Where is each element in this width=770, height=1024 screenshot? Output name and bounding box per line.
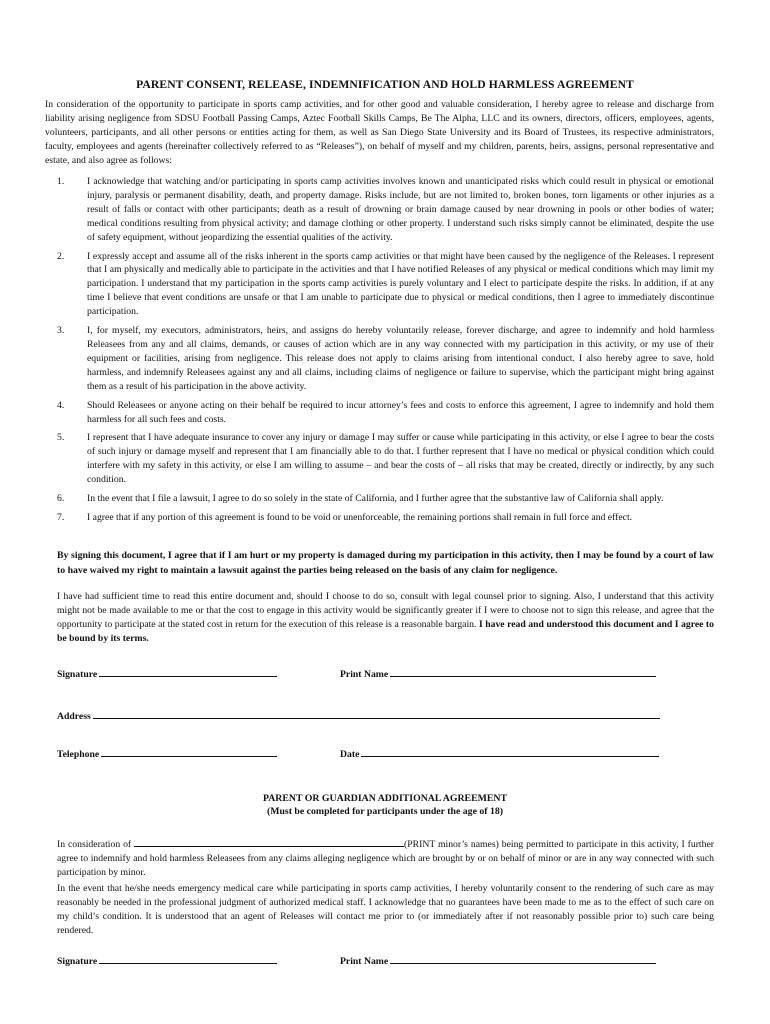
telephone-label: Telephone xyxy=(57,749,100,760)
telephone-line[interactable] xyxy=(101,746,277,757)
address-line[interactable] xyxy=(93,708,660,719)
acknowledgement-paragraph: I have had sufficient time to read this entire document and, should I choose to do so, consult with legal counsel prior to signing. Also, I understand that this activity might not be made available to me or that the cost to engage in this activity would be significantly greater if I were to choose not to sign this release, and agree that the opportunity to participate at the stated cost in return for the execution of this release is a reasonable bargain. I have read and understood this document and I agree to be bound by its terms. xyxy=(57,591,715,644)
print-name-field[interactable] xyxy=(340,666,656,680)
list-item: 6. In the event that I file a lawsuit, I agree to do so solely in the state of California, and I further agree that the substantive law of California shall apply. xyxy=(57,493,664,505)
guardian-signature-line[interactable] xyxy=(99,953,277,964)
guardian-print-name-field[interactable] xyxy=(340,953,656,967)
print-name-label: Print Name xyxy=(340,669,389,680)
guardian-subtitle: (Must be completed for participants under the age of 18) xyxy=(266,806,504,817)
list-item: 3. I, for myself, my executors, administrators, heirs, and assigns do hereby voluntarily release, forever discharge, and agree to indemnify and hold harmless Releasees from any and all claims, demands, or causes of action which are in any way connected with my participation in this activity, or my use of their equipment or facilities, arising from negligence. This release does not apply to claims arising from intentional conduct. I also hereby agree to save, hold harmless, and indemnify Releasees against any and all claims, including claims of negligence or failure to supervise, which the participant might bring against them as a result of his participation in the above activity. xyxy=(57,325,714,392)
guardian-title: PARENT OR GUARDIAN ADDITIONAL AGREEMENT xyxy=(262,793,508,804)
address-field[interactable] xyxy=(57,708,660,722)
waiver-statement: By signing this document, I agree that if I am hurt or my property is damaged during my participation in this activity, then I may be found by a court of law to have waived my right to maintain a lawsuit against the parties being released on the basis of any claim for negligence. xyxy=(57,550,714,576)
signature-label: Signature xyxy=(57,669,98,680)
signature-field[interactable] xyxy=(57,666,277,680)
address-label: Address xyxy=(57,711,91,722)
intro-paragraph: In consideration of the opportunity to participate in sports camp activities, and for other good and valuable consideration, I hereby agree to release and discharge from liability arising negligence from SDSU Football Passing Camps, Aztec Football Skills Camps, Be The Alpha, LLC and its owners, directors, officers, employees, agents, volunteers, participants, and all other persons or entities acting for them, as well as San Diego State University and its Board of Trustees, its respective administrators, faculty, employees and agents (hereinafter collectively referred to as “Releases”), on behalf of myself and my children, parents, heirs, assigns, personal representative and estate, and also agree as follows: xyxy=(45,99,714,166)
guardian-print-name-label: Print Name xyxy=(340,956,389,967)
date-field[interactable] xyxy=(340,746,659,760)
telephone-field[interactable] xyxy=(57,746,277,760)
date-line[interactable] xyxy=(361,746,659,757)
acknowledgement-bold: I have read and understood this document and I agree to be bound by its terms. xyxy=(57,618,715,644)
list-item: 1. I acknowledge that watching and/or participating in sports camp activities involves known and unanticipated risks which could result in physical or emotional injury, paralysis or permanent disability, death, and property damage. Risks include, but are not limited to, broken bones, torn ligaments or other injuries as a result of falls or contact with other participants; death as a result of drowning or brain damage caused by near drowning in pools or other bodies of water; medical conditions resulting from physical activity; and damage clothing or other property. I understand such risks simply cannot be eliminated, despite the use of safety equipment, without jeopardizing the essential qualities of the activity. xyxy=(57,176,714,243)
guardian-print-name-line[interactable] xyxy=(390,953,656,964)
guardian-signature-label: Signature xyxy=(57,956,98,967)
list-item: 4. Should Releasees or anyone acting on their behalf be required to incur attorney’s fees and costs to enforce this agreement, I agree to indemnify and hold them harmless for all such fees and costs. xyxy=(57,399,714,425)
minor-name-line[interactable] xyxy=(134,837,404,847)
guardian-paragraph-1: In consideration of (PRINT minor’s names) being permitted to participate in this activity, I further agree to indemnify and hold harmless Releasees from any claims alleging negligence which are brought by or on behalf of minor or are in any way connected with such participation by minor. xyxy=(57,839,714,878)
list-item: 2. I expressly accept and assume all of the risks inherent in the sports camp activities or that might have been caused by the negligence of the Releases. I represent that I am physically and medically able to participate in the activities and that I have notified Releases of any physical or medical conditions which may limit my participation. I understand that my participation in the sports camp activities is purely voluntary and I elect to participate despite the risks. In addition, if at any time I believe that event conditions are unsafe or that I am unable to participate due to physical or medical conditions, then I agree to immediately discontinue participation. xyxy=(57,250,714,318)
print-name-line[interactable] xyxy=(390,666,656,677)
guardian-signature-field[interactable] xyxy=(57,953,277,967)
list-item: 7. I agree that if any portion of this agreement is found to be void or unenforceable, the remaining portions shall remain in full force and effect. xyxy=(57,511,633,523)
list-item: 5. I represent that I have adequate insurance to cover any injury or damage I may suffer or cause while participating in this activity, or else I agree to bear the costs of such injury or damage myself and represent that I am financially able to do that. I further represent that I have no medical or physical condition which could interfere with my safety in this activity, or else I am willing to assume – and bear the costs of – all risks that may be created, directly or indirectly, by any such condition. xyxy=(57,432,714,486)
date-label: Date xyxy=(340,749,360,760)
terms-list xyxy=(45,175,714,530)
guardian-paragraph-2: In the event that he/she needs emergency medical care while participating in sports camp activities, I hereby voluntarily consent to the rendering of such care as may reasonably be needed in the professional judgment of authorized medical staff. I acknowledge that no guarantees have been made to me as to the effect of such care on my child’s condition. It is understood that an agent of Releases will contact me prior to (or immediately after if not reasonably possible prior to) such care being rendered. xyxy=(57,883,714,936)
document-title: PARENT CONSENT, RELEASE, INDEMNIFICATION AND HOLD HARMLESS AGREEMENT xyxy=(136,78,634,91)
signature-line[interactable] xyxy=(99,666,277,677)
